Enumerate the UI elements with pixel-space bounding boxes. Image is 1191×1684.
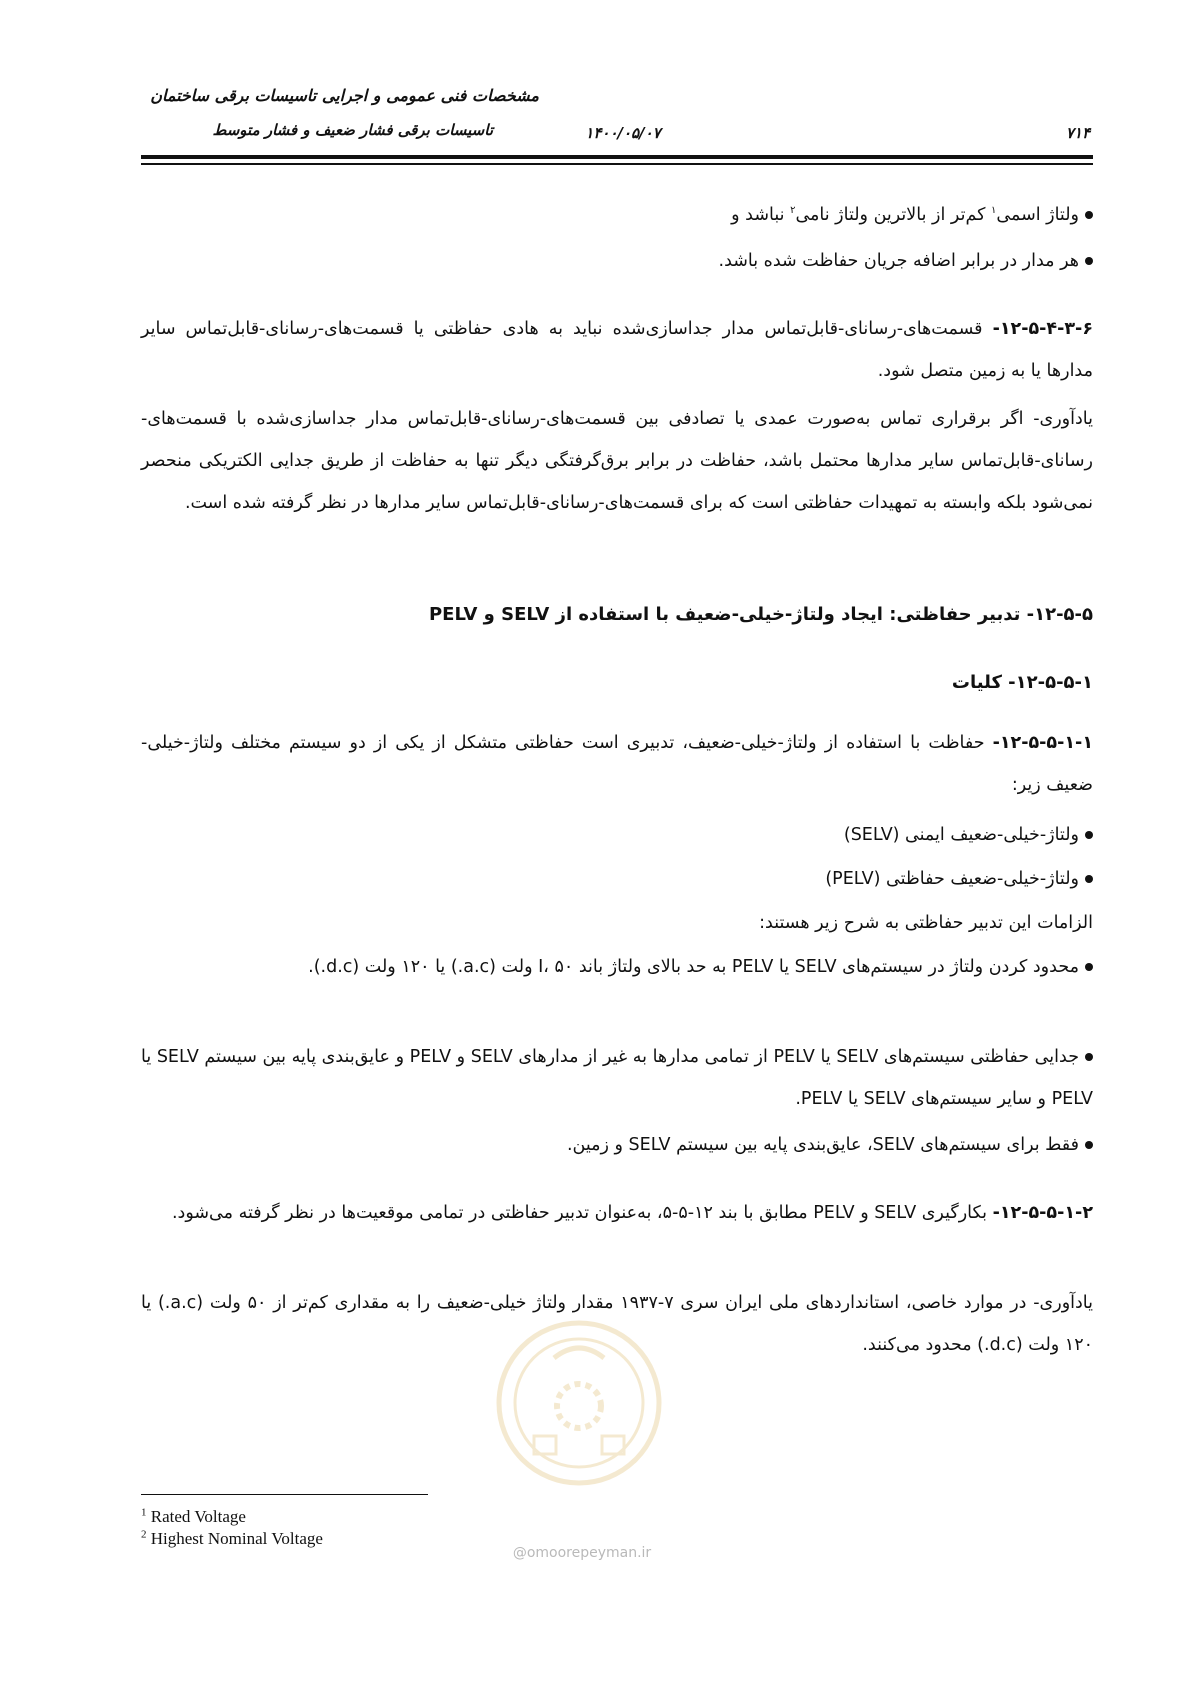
paragraph-12-5-5-1-2: ۱۲-۵-۵-۱-۲- بکارگیری SELV و PELV مطابق با بند ۱۲-۵-۵، به‌عنوان تدبیر حفاظتی در تمامی موقعیت‌ها در نظر گرفته می‌شود. bbox=[171, 1203, 1093, 1223]
bullet-overcurrent: هر مدار در برابر اضافه جریان حفاظت شده باشد. bbox=[141, 240, 1093, 282]
bullet-pelv: ولتاژ-خیلی-ضعیف حفاظتی (PELV) bbox=[141, 858, 1093, 900]
paragraph-12-5-5-1-1: ۱۲-۵-۵-۱-۱- حفاظت با استفاده از ولتاژ-خیلی-ضعیف، تدبیری است حفاظتی متشکل از یکی از دو سیستم مختلف ولتاژ-خیلی-ضعیف زیر: bbox=[141, 733, 1093, 795]
section-heading-12-5-5-1: ۱۲-۵-۵-۱- کلیات bbox=[951, 672, 1093, 693]
note-national-standards: یادآوری- در موارد خاصی، استانداردهای ملی ایران سری ۷-۱۹۳۷ مقدار ولتاژ خیلی-ضعیف را به مقداری کم‌تر از ۵۰ ولت (a.c.) یا ۱۲۰ ولت (d.c.) محدود می‌کنند. bbox=[141, 1293, 1094, 1355]
watermark-text: @omoorepeyman.ir bbox=[512, 1545, 652, 1561]
bullet-dot bbox=[1085, 1141, 1093, 1149]
watermark-seal-icon bbox=[494, 1318, 664, 1488]
clause-number: ۱۲-۵-۴-۳-۶- bbox=[992, 319, 1093, 339]
header-date: ۱۴۰۰/۰۵/۰۷ bbox=[585, 124, 661, 142]
bullet-rated-voltage: ولتاژ اسمی$^۱$ کم‌تر از بالاترین ولتاژ نامی$^۲$ نباشد و bbox=[141, 194, 1093, 236]
paragraph-12-5-4-3-6: ۱۲-۵-۴-۳-۶- قسمت‌های-رسانای-قابل‌تماس مدار جداسازی‌شده نباید به هادی حفاظتی یا قسمت‌های-رسانای-قابل‌تماس سایر مدارها یا به زمین متصل شود. bbox=[141, 319, 1093, 381]
requirements-intro: الزامات این تدبیر حفاظتی به شرح زیر هستند: bbox=[759, 913, 1093, 933]
clause-number: ۱۲-۵-۵-۱-۱- bbox=[992, 733, 1093, 753]
bullet-dot bbox=[1085, 831, 1093, 839]
header-title: مشخصات فنی عمومی و اجرایی تاسیسات برقی ساختمان bbox=[150, 86, 539, 105]
bullet-dot bbox=[1085, 963, 1093, 971]
requirement-protective-separation: جدایی حفاظتی سیستم‌های SELV یا PELV از تمامی مدارها به غیر از مدارهای SELV و PELV و عایق‌بندی پایه بین سیستم SELV یا PELV و سایر سیستم‌های SELV یا PELV. bbox=[141, 1047, 1093, 1109]
bullet-dot bbox=[1085, 875, 1093, 883]
header-rule-thin bbox=[141, 163, 1093, 165]
bullet-dot bbox=[1085, 211, 1093, 219]
header-rule-thick bbox=[141, 155, 1093, 159]
footnote-1: $^1$ Rated Voltage bbox=[141, 1506, 246, 1526]
section-heading-12-5-5: ۱۲-۵-۵- تدبیر حفاظتی: ایجاد ولتاژ-خیلی-ضعیف با استفاده از SELV و PELV bbox=[428, 604, 1093, 625]
page-number: ۷۱۴ bbox=[1065, 124, 1090, 142]
footnote-rule bbox=[141, 1494, 428, 1495]
requirement-selv-earth: فقط برای سیستم‌های SELV، عایق‌بندی پایه بین سیستم SELV و زمین. bbox=[141, 1124, 1093, 1166]
footnote-ref-2[interactable]: ۲ bbox=[790, 205, 796, 217]
bullet-dot bbox=[1085, 1053, 1093, 1061]
requirement-voltage-limit: محدود کردن ولتاژ در سیستم‌های SELV یا PELV به حد بالای ولتاژ باند I، ۵۰ ولت (a.c.) یا ۱۲۰ ولت (d.c.). bbox=[141, 946, 1093, 988]
clause-number: ۱۲-۵-۵-۱-۲- bbox=[992, 1203, 1093, 1223]
note-isolation: یادآوری- اگر برقراری تماس به‌صورت عمدی یا تصادفی بین قسمت‌های-رسانای-قابل‌تماس مدار جداسازی‌شده با قسمت‌های-رسانای-قابل‌تماس سایر مدارها محتمل باشد، حفاظت در برابر برق‌گرفتگی دیگر تنها به حفاظت از طریق جدایی الکتریکی منحصر نمی‌شود بلکه وابسته به تمهیدات حفاظتی است که برای قسمت‌های-رسانای-قابل‌تماس سایر مدارها در نظر گرفته شده است. bbox=[141, 409, 1093, 513]
footnote-ref-1[interactable]: ۱ bbox=[990, 205, 997, 217]
bullet-dot bbox=[1085, 257, 1093, 265]
header-subtitle: تاسیسات برقی فشار ضعیف و فشار متوسط bbox=[212, 121, 493, 139]
footnote-2: $^2$ Highest Nominal Voltage bbox=[141, 1528, 323, 1548]
bullet-selv: ولتاژ-خیلی-ضعیف ایمنی (SELV) bbox=[141, 814, 1093, 856]
